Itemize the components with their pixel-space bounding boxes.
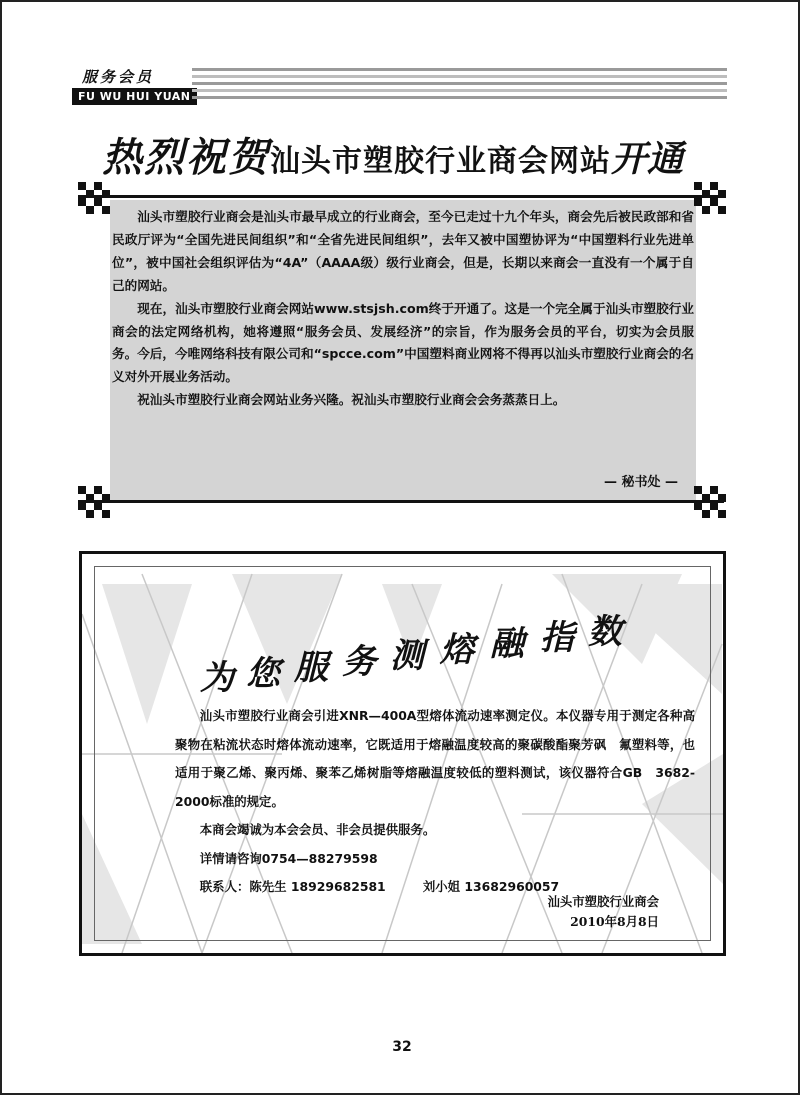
ad-title-char: 熔 (440, 630, 474, 670)
title-part-2: 汕头市塑胶行业商会网站 (270, 144, 611, 179)
notice-paragraph: 现在，汕头市塑胶行业商会网站www.stsjsh.com终于开通了。这是一个完全属于汕头市塑胶行业商会的法定网络机构，她将遵照“服务会员、发展经济”的宗旨，作为服务会员的平台，切实为会员服务。今后，今唯网络科技有限公司和“spcce.com”中国塑料商业网将不得再以汕头市塑胶行业商会的名义对外开展业务活动。 (112, 300, 694, 385)
notice-signature: — 秘书处 — (603, 475, 678, 490)
ad-title-char: 融 (490, 624, 524, 664)
checker-ornament-bottom-right (694, 486, 726, 518)
header-stripes (192, 68, 727, 106)
ad-signature (547, 892, 659, 932)
ad-contacts: 联系人：陈先生 18929682581 刘小姐 13682960057 (199, 879, 560, 894)
ad-title-char: 您 (246, 654, 280, 694)
ad-title-char: 服 (294, 648, 328, 688)
notice-bottom-rule (78, 500, 724, 503)
ad-title-char: 测 (390, 636, 424, 676)
checker-ornament-top-left (78, 182, 110, 214)
notice-top-rule (78, 195, 724, 198)
title-part-3: 开通 (611, 139, 684, 180)
checker-ornament-bottom-left (78, 486, 110, 518)
ad-title-char: 为 (200, 658, 234, 698)
ad-description: 汕头市塑胶行业商会引进XNR—400A型熔体流动速率测定仪。本仪器专用于测定各种高聚物在粘流状态时熔体流动速率，它既适用于熔融温度较高的聚碳酸酯聚芳砜 氟塑料等，也适用于聚乙烯、聚丙烯、聚苯乙烯树脂等熔融温度较低的塑料测试，该仪器符合GB 3682-2000标准的规定。 (175, 708, 695, 809)
checker-ornament-top-right (694, 182, 726, 214)
title-part-1: 热烈祝贺 (102, 135, 270, 181)
ad-org-name: 汕头市塑胶行业商会 (547, 894, 659, 909)
ad-body (175, 702, 695, 902)
ad-title-char: 务 (342, 642, 376, 682)
ad-title (200, 610, 630, 698)
section-subtitle: FU WU HUI YUAN (72, 88, 197, 105)
section-title: 服务会员 (82, 68, 155, 86)
ad-title-char: 数 (588, 612, 622, 652)
notice-paragraph: 祝汕头市塑胶行业商会网站业务兴隆。祝汕头市塑胶行业商会会务蒸蒸日上。 (137, 392, 566, 408)
ad-title-char: 指 (540, 618, 574, 658)
notice-paragraph: 汕头市塑胶行业商会是汕头市最早成立的行业商会，至今已走过十九个年头，商会先后被民政部和省民政厅评为“全国先进民间组织”和“全省先进民间组织”，去年又被中国塑协评为“中国塑料行业先进单位”，被中国社会组织评估为“4A”（AAAA级）级行业商会，但是，长期以来商会一直没有一个属于自己的网站。 (112, 209, 694, 293)
ad-date: 2010年8月8日 (570, 914, 659, 929)
ad-box (79, 551, 726, 956)
ad-service-text: 本商会竭诚为本会会员、非会员提供服务。 (199, 822, 436, 837)
page-title (102, 126, 722, 183)
notice-body (112, 206, 694, 412)
page-number: 32 (392, 1039, 412, 1055)
ad-inquiry-phone: 详情请咨询0754—88279598 (199, 850, 378, 866)
